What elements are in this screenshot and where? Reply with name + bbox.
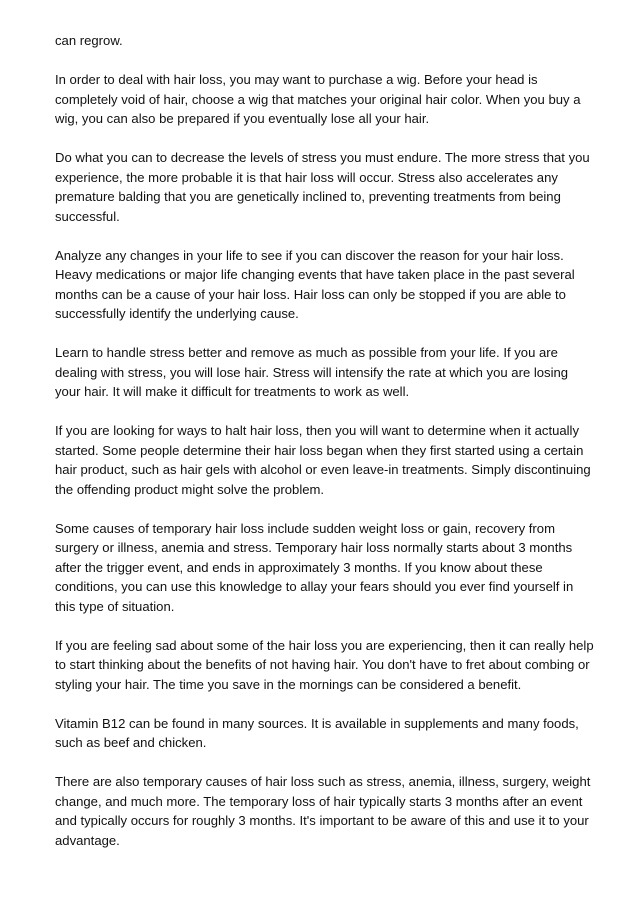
paragraph-line: months can be a cause of your hair loss. Hair loss can only be stopped if you are able to (55, 286, 566, 302)
paragraph-line: Do what you can to decrease the levels of stress you must endure. The more stress that you (55, 150, 590, 165)
paragraph-line: experience, the more probable it is that hair loss will occur. Stress also accelerates any (55, 169, 558, 185)
paragraph-line: hair product, such as hair gels with alcohol or even leave-in treatments. Simply discontinuing (55, 462, 591, 477)
paragraph-5 (55, 343, 595, 402)
paragraph-9 (55, 714, 595, 753)
paragraph-line: dealing with stress, you will lose hair. Stress will intensify the rate at which you are losing (55, 364, 569, 380)
paragraph-line: completely void of hair, choose a wig that matches your original hair color. When you buy a (55, 91, 581, 107)
paragraph-line: after the trigger event, and ends in approximately 3 months. If you know about these (55, 559, 543, 575)
paragraph-line: started. Some people determine their hair loss began when they first started using a certain (55, 442, 584, 458)
paragraph-6 (55, 421, 595, 499)
paragraph-line: successful. (55, 208, 120, 224)
paragraph-line: your hair. It will make it difficult for treatments to work as well. (55, 384, 410, 399)
document-page (55, 31, 595, 870)
paragraph-line: There are also temporary causes of hair loss such as stress, anemia, illness, surgery, weight (55, 774, 591, 789)
paragraph-line: successfully identify the underlying cause. (55, 306, 299, 321)
paragraph-4 (55, 246, 595, 324)
paragraph-line: to start thinking about the benefits of not having hair. You don't have to fret about combing or (55, 657, 590, 672)
paragraph-line: surgery or illness, anemia and stress. Temporary hair loss normally starts about 3 months (55, 540, 573, 555)
paragraph-line: change, and much more. The temporary loss of hair typically starts 3 months after an event (55, 793, 583, 809)
paragraph-1 (55, 31, 595, 51)
paragraph-line: the offending product might solve the problem. (55, 481, 325, 497)
paragraph-line: Some causes of temporary hair loss include sudden weight loss or gain, recovery from (55, 520, 555, 536)
paragraph-line: such as beef and chicken. (55, 735, 207, 750)
paragraph-line: advantage. (55, 832, 120, 848)
paragraph-10 (55, 772, 595, 850)
paragraph-line: this type of situation. (55, 598, 175, 614)
paragraph-line: styling your hair. The time you save in the mornings can be considered a benefit. (55, 676, 522, 692)
paragraph-line: Analyze any changes in your life to see if you can discover the reason for your hair loss. (55, 247, 564, 263)
paragraph-3 (55, 148, 595, 226)
paragraph-line: and typically occurs for roughly 3 months. It's important to be aware of this and use it to your (55, 813, 589, 828)
paragraph-line: If you are feeling sad about some of the hair loss you are experiencing, then it can really help (55, 637, 594, 653)
paragraph-line: If you are looking for ways to halt hair loss, then you will want to determine when it actually (55, 423, 580, 438)
paragraph-line: conditions, you can use this knowledge to allay your fears should you ever find yourself in (55, 579, 574, 594)
paragraph-line: can regrow. (55, 33, 123, 48)
paragraph-line: wig, you can also be prepared if you eventually lose all your hair. (55, 111, 430, 126)
paragraph-7 (55, 519, 595, 617)
paragraph-2 (55, 70, 595, 129)
paragraph-line: Learn to handle stress better and remove as much as possible from your life. If you are (55, 345, 558, 360)
paragraph-line: Heavy medications or major life changing events that have taken place in the past several (55, 267, 575, 282)
paragraph-8 (55, 636, 595, 695)
paragraph-line: In order to deal with hair loss, you may want to purchase a wig. Before your head is (55, 72, 538, 87)
paragraph-line: Vitamin B12 can be found in many sources. It is available in supplements and many foods, (55, 715, 579, 731)
paragraph-line: premature balding that you are genetically inclined to, preventing treatments from being (55, 189, 561, 204)
